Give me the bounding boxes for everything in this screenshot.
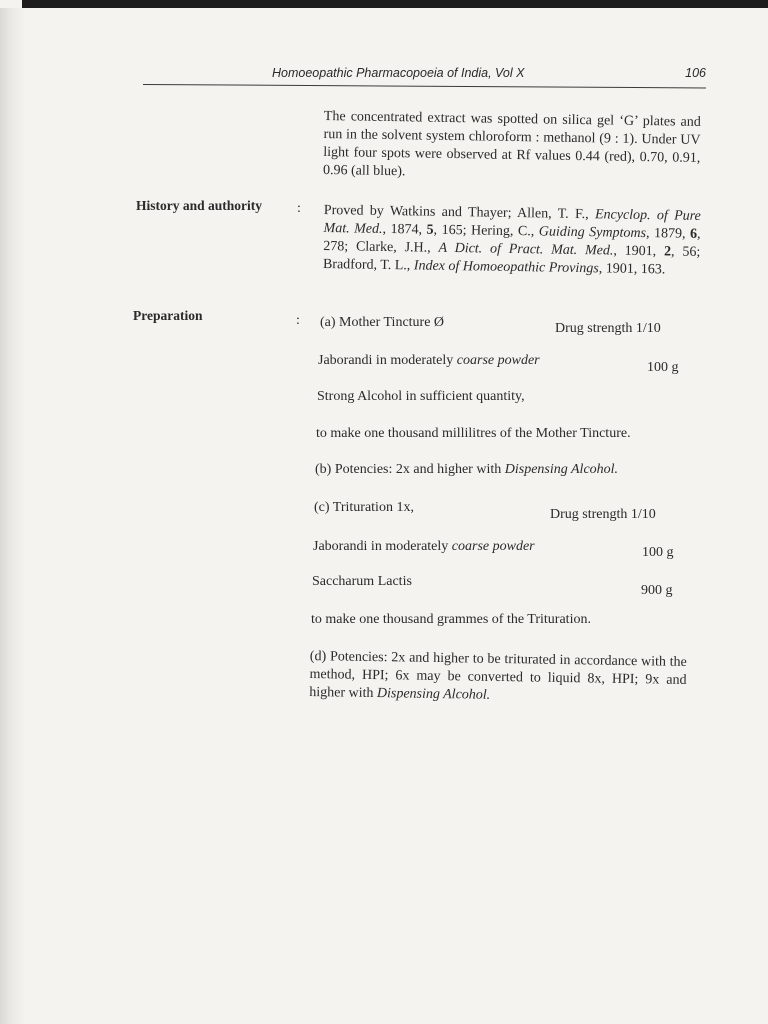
header-title: Homoeopathic Pharmacopoeia of India, Vol X: [272, 66, 525, 80]
history-label: History and authority: [136, 198, 263, 213]
history-work-2: Guiding Symptoms: [538, 224, 647, 242]
history-text-6: , 1901,: [613, 243, 665, 260]
history-paragraph: [323, 202, 701, 280]
mother-tincture-final: to make one thousand millilitres of the Mother Tincture.: [316, 426, 631, 441]
history-vol-2: 6: [689, 226, 698, 242]
history-work-3: A Dict. of Pract. Mat. Med.: [438, 240, 614, 259]
trituration-title: (c) Trituration 1x,: [314, 500, 414, 515]
mother-tincture-strength: Drug strength 1/10: [555, 321, 661, 336]
history-text-4: , 1879,: [645, 226, 691, 242]
history-text-3: , 165; Hering, C.,: [433, 222, 539, 240]
preparation-label: Preparation: [133, 308, 203, 323]
mother-tincture-qty: 100 g: [647, 360, 679, 375]
trituration-ingredient-text: Jaborandi in moderately: [313, 539, 452, 554]
page-edge-shadow: [0, 0, 26, 1024]
trituration-final: to make one thousand grammes of the Trituration.: [311, 612, 591, 627]
trituration-drug-qty: 100 g: [642, 545, 674, 560]
ingredient-form: coarse powder: [456, 353, 540, 368]
history-colon: :: [297, 201, 301, 216]
history-text-7: , 56; Bradford, T. L.,: [322, 244, 701, 274]
potencies-b-vehicle: Dispensing Alcohol.: [504, 462, 619, 477]
potencies-b: [315, 462, 618, 478]
history-text-5: , 278; Clarke, J.H.,: [323, 226, 701, 256]
mother-tincture-ingredient: [318, 353, 540, 369]
ingredient-text: Jaborandi in moderately: [318, 353, 457, 368]
mother-tincture-title: (a) Mother Tincture Ø: [320, 315, 445, 330]
history-text-2: , 1874,: [382, 221, 427, 238]
history-vol-1: 5: [426, 222, 434, 238]
history-text-8: , 1901, 163.: [598, 261, 666, 278]
trituration-strength: Drug strength 1/10: [550, 507, 656, 522]
history-work-4: Index of Homoeopathic Provings: [413, 258, 599, 277]
trituration-ingredient-form: coarse powder: [451, 539, 535, 554]
trituration-ingredient: [313, 539, 535, 555]
trituration-excipient-qty: 900 g: [641, 583, 673, 598]
history-work-1: Encyclop. of Pure Mat. Med.: [323, 207, 701, 237]
potencies-d-paragraph: [309, 648, 687, 708]
mother-tincture-solvent: Strong Alcohol in sufficient quantity,: [317, 389, 525, 404]
potencies-b-text: (b) Potencies: 2x and higher with: [315, 462, 505, 477]
potencies-d-vehicle: Dispensing Alcohol.: [376, 686, 491, 703]
history-vol-3: 2: [663, 244, 672, 260]
page-number: 106: [685, 66, 706, 80]
trituration-excipient: Saccharum Lactis: [312, 574, 412, 589]
preparation-colon: :: [296, 313, 300, 328]
header-rule: [143, 84, 706, 88]
history-text-1: Proved by Watkins and Thayer; Allen, T. F.,: [323, 202, 596, 223]
intro-paragraph: The concentrated extract was spotted on silica gel ‘G’ plates and run in the solvent system chloroform : methanol (9 : 1). Under UV light four spots were observed at Rf values 0.44 (red), 0.70, 0.91, 0.96 (all blue).: [322, 108, 701, 180]
scan-top-border: [0, 0, 768, 8]
potencies-d-text: (d) Potencies: 2x and higher to be triturated in accordance with the method, HPI; 6x may be converted to liquid 8x, HPI; 9x and higher with: [309, 648, 687, 702]
